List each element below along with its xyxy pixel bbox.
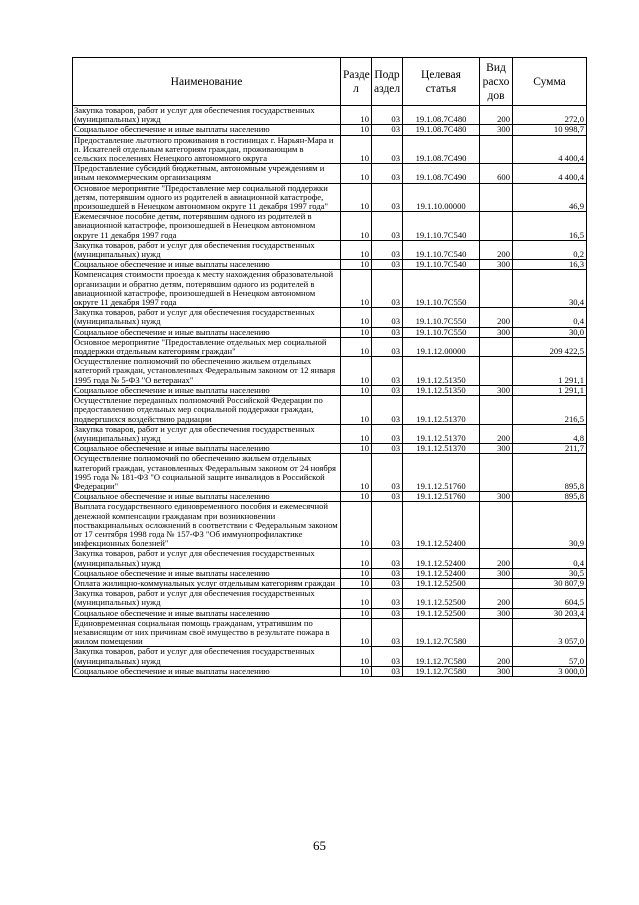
name-cell: Закупка товаров, работ и услуг для обеспечения государственных (муниципальных) нужд	[73, 106, 341, 125]
podrazdel-cell: 03	[372, 240, 403, 259]
table-row	[73, 212, 587, 241]
podrazdel-cell: 03	[372, 308, 403, 327]
name-cell: Компенсация стоимости проезда к месту нахождения образовательной организации и обратно детям, потерявшим одного из родителей в авиационной катастрофе, произошедшей в Ненецком автономном округе 11 декабря 1997 года	[73, 270, 341, 308]
celevaya-cell: 19.1.12.52400	[403, 502, 480, 549]
vid-cell: 200	[480, 424, 513, 443]
podrazdel-cell: 03	[372, 327, 403, 337]
vid-cell: 200	[480, 106, 513, 125]
razdel-cell: 10	[341, 454, 372, 492]
podrazdel-cell: 03	[372, 454, 403, 492]
vid-cell	[480, 454, 513, 492]
celevaya-cell: 19.1.10.7С540	[403, 260, 480, 270]
vid-cell	[480, 212, 513, 241]
name-cell: Социальное обеспечение и иные выплаты населению	[73, 260, 341, 270]
name-cell: Предоставление льготного проживания в гостиницах г. Нарьян-Мара и п. Искателей отдельным категориям граждан, проживающим в сельских поселениях Ненецкого автономного округа	[73, 135, 341, 164]
name-cell: Закупка товаров, работ и услуг для обеспечения государственных (муниципальных) нужд	[73, 549, 341, 568]
razdel-cell: 10	[341, 212, 372, 241]
name-cell: Закупка товаров, работ и услуг для обеспечения государственных (муниципальных) нужд	[73, 589, 341, 608]
razdel-cell: 10	[341, 578, 372, 588]
table-row	[73, 666, 587, 676]
page-number: 65	[313, 838, 326, 853]
summa-cell: 209 422,5	[513, 337, 587, 356]
summa-cell: 3 000,0	[513, 666, 587, 676]
podrazdel-cell: 03	[372, 578, 403, 588]
table-row	[73, 337, 587, 356]
celevaya-cell: 19.1.10.7С550	[403, 270, 480, 308]
table-row	[73, 647, 587, 666]
name-cell: Предоставление субсидий бюджетным, автономным учреждениям и иным некоммерческим организациям	[73, 164, 341, 183]
razdel-cell: 10	[341, 327, 372, 337]
table-row	[73, 183, 587, 212]
razdel-cell: 10	[341, 492, 372, 502]
razdel-cell: 10	[341, 183, 372, 212]
podrazdel-cell: 03	[372, 608, 403, 618]
table-row	[73, 578, 587, 588]
table-row	[73, 492, 587, 502]
podrazdel-cell: 03	[372, 183, 403, 212]
name-cell: Закупка товаров, работ и услуг для обеспечения государственных (муниципальных) нужд	[73, 647, 341, 666]
celevaya-cell: 19.1.12.7С580	[403, 666, 480, 676]
vid-cell: 300	[480, 125, 513, 135]
razdel-cell: 10	[341, 337, 372, 356]
podrazdel-cell: 03	[372, 164, 403, 183]
vid-cell: 200	[480, 308, 513, 327]
celevaya-cell: 19.1.12.51350	[403, 357, 480, 386]
vid-cell: 300	[480, 608, 513, 618]
podrazdel-cell: 03	[372, 135, 403, 164]
table-row	[73, 424, 587, 443]
name-cell: Социальное обеспечение и иные выплаты населению	[73, 492, 341, 502]
vid-cell: 300	[480, 492, 513, 502]
name-cell: Закупка товаров, работ и услуг для обеспечения государственных (муниципальных) нужд	[73, 424, 341, 443]
summa-cell: 4,8	[513, 424, 587, 443]
razdel-cell: 10	[341, 270, 372, 308]
name-cell: Выплата государственного единовременного пособия и ежемесячной денежной компенсации гражданам при возникновении поствакцинальных осложнений в соответствии с Федеральным законом от 17 сентября 1998 года № 157-ФЗ "Об иммунопрофилактике инфекционных болезней"	[73, 502, 341, 549]
table-header-row	[73, 58, 587, 106]
summa-cell: 46,9	[513, 183, 587, 212]
summa-cell: 272,0	[513, 106, 587, 125]
name-cell: Осуществление полномочий по обеспечению жильем отдельных категорий граждан, установленных Федеральным законом от 24 ноября 1995 года № 181-ФЗ "О социальной защите инвалидов в Российской Федерации"	[73, 454, 341, 492]
table-row	[73, 608, 587, 618]
name-cell: Социальное обеспечение и иные выплаты населению	[73, 666, 341, 676]
vid-cell: 300	[480, 568, 513, 578]
summa-cell: 57,0	[513, 647, 587, 666]
podrazdel-cell: 03	[372, 666, 403, 676]
table-row	[73, 618, 587, 647]
summa-cell: 211,7	[513, 444, 587, 454]
celevaya-cell: 19.1.10.7С540	[403, 212, 480, 241]
podrazdel-cell: 03	[372, 589, 403, 608]
table-row	[73, 357, 587, 386]
summa-cell: 1 291,1	[513, 385, 587, 395]
vid-cell: 300	[480, 385, 513, 395]
razdel-cell: 10	[341, 385, 372, 395]
celevaya-cell: 19.1.08.7С480	[403, 125, 480, 135]
vid-cell	[480, 578, 513, 588]
header-podrazdel: Подр аздел	[372, 58, 403, 106]
name-cell: Социальное обеспечение и иные выплаты населению	[73, 608, 341, 618]
celevaya-cell: 19.1.12.52500	[403, 578, 480, 588]
podrazdel-cell: 03	[372, 396, 403, 425]
celevaya-cell: 19.1.08.7С490	[403, 164, 480, 183]
razdel-cell: 10	[341, 106, 372, 125]
table-body	[73, 106, 587, 677]
name-cell: Ежемесячное пособие детям, потерявшим одного из родителей в авиационной катастрофе, произошедшей в Ненецком автономном округе 11 декабря 1997 года	[73, 212, 341, 241]
summa-cell: 30,4	[513, 270, 587, 308]
summa-cell: 895,8	[513, 454, 587, 492]
razdel-cell: 10	[341, 444, 372, 454]
razdel-cell: 10	[341, 666, 372, 676]
header-razdel: Разде л	[341, 58, 372, 106]
budget-table	[72, 57, 587, 677]
celevaya-cell: 19.1.12.52500	[403, 589, 480, 608]
name-cell: Социальное обеспечение и иные выплаты населению	[73, 444, 341, 454]
vid-cell: 300	[480, 666, 513, 676]
vid-cell: 200	[480, 589, 513, 608]
name-cell: Оплата жилищно-коммунальных услуг отдельным категориям граждан	[73, 578, 341, 588]
table-row	[73, 396, 587, 425]
summa-cell: 895,8	[513, 492, 587, 502]
summa-cell: 216,5	[513, 396, 587, 425]
table-row	[73, 164, 587, 183]
celevaya-cell: 19.1.12.51760	[403, 492, 480, 502]
name-cell: Закупка товаров, работ и услуг для обеспечения государственных (муниципальных) нужд	[73, 240, 341, 259]
summa-cell: 16,3	[513, 260, 587, 270]
summa-cell: 30,0	[513, 327, 587, 337]
summa-cell: 3 057,0	[513, 618, 587, 647]
header-celevaya: Целевая статья	[403, 58, 480, 106]
summa-cell: 0,4	[513, 549, 587, 568]
summa-cell: 0,4	[513, 308, 587, 327]
razdel-cell: 10	[341, 589, 372, 608]
name-cell: Единовременная социальная помощь гражданам, утратившим по независящим от них причинам своё имущество в результате пожара в жилом помещении	[73, 618, 341, 647]
table-row	[73, 240, 587, 259]
table-row	[73, 502, 587, 549]
celevaya-cell: 19.1.08.7С490	[403, 135, 480, 164]
celevaya-cell: 19.1.10.7С550	[403, 327, 480, 337]
razdel-cell: 10	[341, 647, 372, 666]
razdel-cell: 10	[341, 618, 372, 647]
summa-cell: 1 291,1	[513, 357, 587, 386]
razdel-cell: 10	[341, 549, 372, 568]
razdel-cell: 10	[341, 135, 372, 164]
podrazdel-cell: 03	[372, 106, 403, 125]
razdel-cell: 10	[341, 240, 372, 259]
header-summa: Сумма	[513, 58, 587, 106]
table-row	[73, 589, 587, 608]
summa-cell: 30 203,4	[513, 608, 587, 618]
podrazdel-cell: 03	[372, 568, 403, 578]
celevaya-cell: 19.1.12.52400	[403, 549, 480, 568]
razdel-cell: 10	[341, 396, 372, 425]
table-row	[73, 444, 587, 454]
celevaya-cell: 19.1.08.7С480	[403, 106, 480, 125]
vid-cell	[480, 618, 513, 647]
header-vid: Вид расхо дов	[480, 58, 513, 106]
vid-cell: 300	[480, 327, 513, 337]
summa-cell: 0,2	[513, 240, 587, 259]
name-cell: Основное мероприятие "Предоставление отдельных мер социальной поддержки отдельным категориям граждан"	[73, 337, 341, 356]
razdel-cell: 10	[341, 424, 372, 443]
name-cell: Социальное обеспечение и иные выплаты населению	[73, 385, 341, 395]
name-cell: Социальное обеспечение и иные выплаты населению	[73, 125, 341, 135]
vid-cell	[480, 337, 513, 356]
razdel-cell: 10	[341, 568, 372, 578]
table-row	[73, 125, 587, 135]
celevaya-cell: 19.1.10.7С540	[403, 240, 480, 259]
vid-cell	[480, 183, 513, 212]
summa-cell: 30 807,9	[513, 578, 587, 588]
razdel-cell: 10	[341, 125, 372, 135]
razdel-cell: 10	[341, 308, 372, 327]
vid-cell: 300	[480, 260, 513, 270]
razdel-cell: 10	[341, 164, 372, 183]
celevaya-cell: 19.1.10.7С550	[403, 308, 480, 327]
podrazdel-cell: 03	[372, 492, 403, 502]
celevaya-cell: 19.1.10.00000	[403, 183, 480, 212]
name-cell: Закупка товаров, работ и услуг для обеспечения государственных (муниципальных) нужд	[73, 308, 341, 327]
podrazdel-cell: 03	[372, 270, 403, 308]
table-row	[73, 549, 587, 568]
razdel-cell: 10	[341, 357, 372, 386]
vid-cell	[480, 135, 513, 164]
summa-cell: 16,5	[513, 212, 587, 241]
vid-cell: 600	[480, 164, 513, 183]
table-row	[73, 454, 587, 492]
table-row	[73, 260, 587, 270]
table-row	[73, 135, 587, 164]
podrazdel-cell: 03	[372, 212, 403, 241]
razdel-cell: 10	[341, 502, 372, 549]
summa-cell: 10 998,7	[513, 125, 587, 135]
summa-cell: 4 400,4	[513, 164, 587, 183]
podrazdel-cell: 03	[372, 125, 403, 135]
celevaya-cell: 19.1.12.51350	[403, 385, 480, 395]
summa-cell: 30,5	[513, 568, 587, 578]
table-row	[73, 270, 587, 308]
podrazdel-cell: 03	[372, 549, 403, 568]
celevaya-cell: 19.1.12.51370	[403, 396, 480, 425]
razdel-cell: 10	[341, 608, 372, 618]
celevaya-cell: 19.1.12.52400	[403, 568, 480, 578]
podrazdel-cell: 03	[372, 337, 403, 356]
celevaya-cell: 19.1.12.7С580	[403, 647, 480, 666]
vid-cell: 200	[480, 647, 513, 666]
celevaya-cell: 19.1.12.00000	[403, 337, 480, 356]
podrazdel-cell: 03	[372, 424, 403, 443]
table-row	[73, 385, 587, 395]
vid-cell	[480, 357, 513, 386]
vid-cell: 200	[480, 240, 513, 259]
vid-cell: 300	[480, 444, 513, 454]
celevaya-cell: 19.1.12.51370	[403, 444, 480, 454]
celevaya-cell: 19.1.12.52500	[403, 608, 480, 618]
celevaya-cell: 19.1.12.51760	[403, 454, 480, 492]
razdel-cell: 10	[341, 260, 372, 270]
name-cell: Осуществление полномочий по обеспечению жильем отдельных категорий граждан, установленных Федеральным законом от 12 января 1995 года № 5-ФЗ "О ветеранах"	[73, 357, 341, 386]
header-name: Наименование	[73, 58, 341, 106]
name-cell: Осуществление переданных полномочий Российской Федерации по предоставлению отдельных мер социальной поддержки граждан, подвергшихся воздействию радиации	[73, 396, 341, 425]
name-cell: Основное мероприятие "Предоставление мер социальной поддержки детям, потерявшим одного из родителей в авиационной катастрофе, произошедшей в Ненецком автономном округе 11 декабря 1997 года"	[73, 183, 341, 212]
podrazdel-cell: 03	[372, 357, 403, 386]
celevaya-cell: 19.1.12.51370	[403, 424, 480, 443]
podrazdel-cell: 03	[372, 618, 403, 647]
summa-cell: 4 400,4	[513, 135, 587, 164]
celevaya-cell: 19.1.12.7С580	[403, 618, 480, 647]
podrazdel-cell: 03	[372, 647, 403, 666]
vid-cell: 200	[480, 549, 513, 568]
podrazdel-cell: 03	[372, 260, 403, 270]
podrazdel-cell: 03	[372, 385, 403, 395]
table-row	[73, 568, 587, 578]
podrazdel-cell: 03	[372, 444, 403, 454]
summa-cell: 30,9	[513, 502, 587, 549]
vid-cell	[480, 396, 513, 425]
vid-cell	[480, 502, 513, 549]
summa-cell: 604,5	[513, 589, 587, 608]
vid-cell	[480, 270, 513, 308]
table-row	[73, 308, 587, 327]
name-cell: Социальное обеспечение и иные выплаты населению	[73, 568, 341, 578]
name-cell: Социальное обеспечение и иные выплаты населению	[73, 327, 341, 337]
table-row	[73, 106, 587, 125]
podrazdel-cell: 03	[372, 502, 403, 549]
table-row	[73, 327, 587, 337]
